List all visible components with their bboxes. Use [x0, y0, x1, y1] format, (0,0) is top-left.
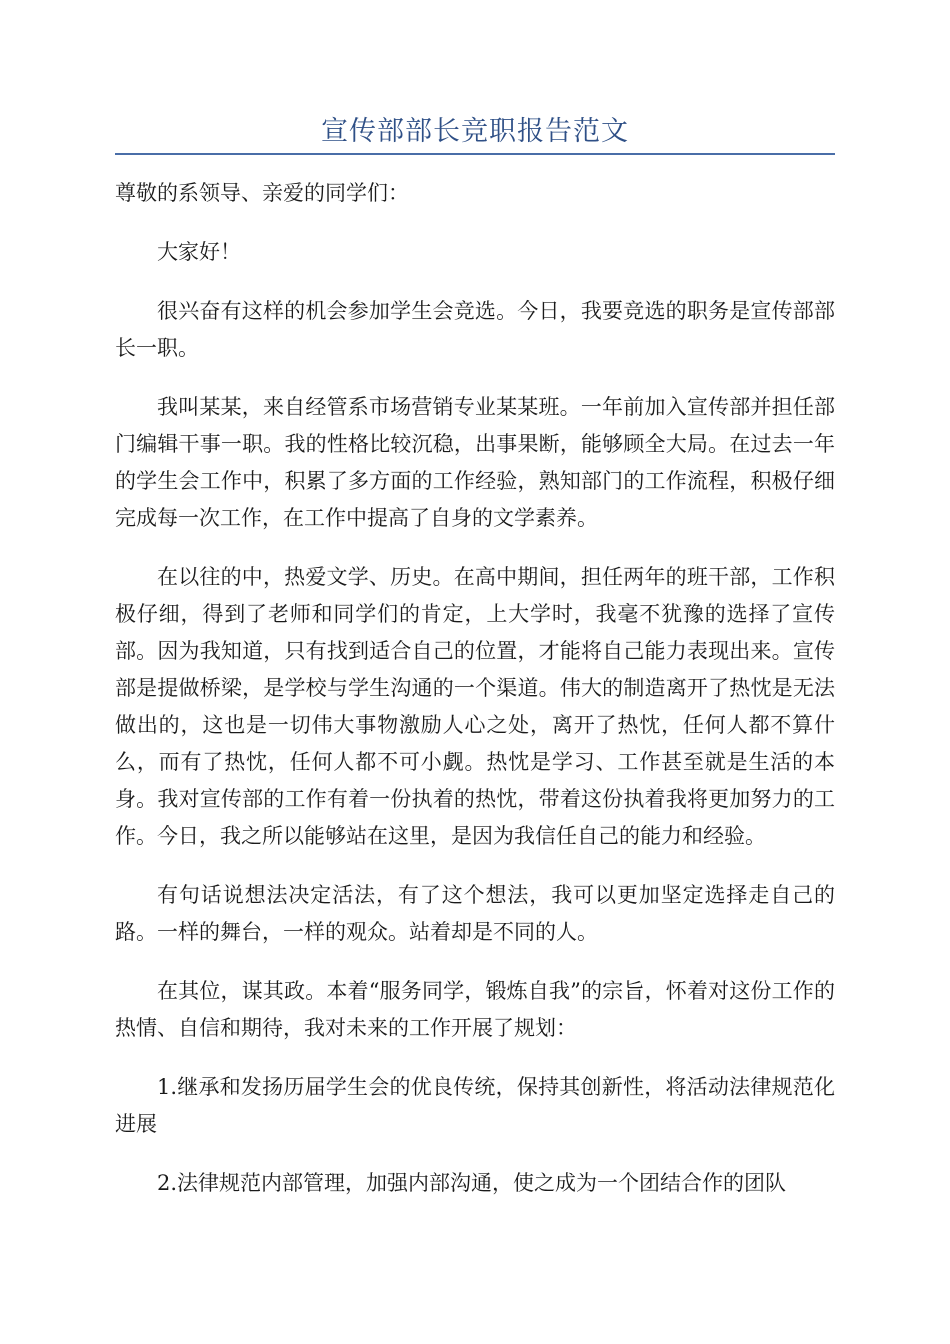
document-body — [115, 175, 835, 1224]
salutation: 尊敬的系领导、亲爱的同学们： — [115, 181, 409, 205]
plan-item-2: 2.法律规范内部管理，加强内部沟通，使之成为一个团结合作的团队 — [157, 1171, 787, 1195]
paragraph-motivation: 有句话说想法决定活法，有了这个想法，我可以更加坚定选择走自己的路。一样的舞台，一样的观众。站着却是不同的人。 — [115, 883, 835, 944]
paragraph-plan-intro: 在其位，谋其政。本着“服务同学，锻炼自我”的宗旨，怀着对这份工作的热情、自信和期待，我对未来的工作开展了规划： — [115, 979, 835, 1040]
paragraph-intro: 很兴奋有这样的机会参加学生会竞选。今日，我要竞选的职务是宣传部部长一职。 — [115, 299, 835, 360]
paragraph-background: 在以往的中，热爱文学、历史。在高中期间，担任两年的班干部，工作积极仔细，得到了老师和同学们的肯定，上大学时，我毫不犹豫的选择了宣传部。因为我知道，只有找到适合自己的位置，才能将自己能力表现出来。宣传部是提做桥梁，是学校与学生沟通的一个渠道。伟大的制造离开了热忱是无法做出的，这也是一切伟大事物激励人心之处，离开了热忱，任何人都不算什么，而有了热忱，任何人都不可小觑。热忱是学习、工作甚至就是生活的本身。我对宣传部的工作有着一份执着的热忱，带着这份执着我将更加努力的工作。今日，我之所以能够站在这里，是因为我信任自己的能力和经验。 — [115, 565, 835, 848]
plan-item-1: 1.继承和发扬历届学生会的优良传统，保持其创新性，将活动法律规范化进展 — [115, 1075, 835, 1136]
paragraph-self-introduction: 我叫某某，来自经管系市场营销专业某某班。一年前加入宣传部并担任部门编辑干事一职。我的性格比较沉稳，出事果断，能够顾全大局。在过去一年的学生会工作中，积累了多方面的工作经验，熟知部门的工作流程，积极仔细完成每一次工作，在工作中提高了自身的文学素养。 — [115, 395, 835, 530]
title-underline — [115, 153, 835, 155]
document-title: 宣传部部长竞职报告范文 — [321, 116, 629, 147]
paragraph-greeting: 大家好！ — [157, 240, 241, 264]
